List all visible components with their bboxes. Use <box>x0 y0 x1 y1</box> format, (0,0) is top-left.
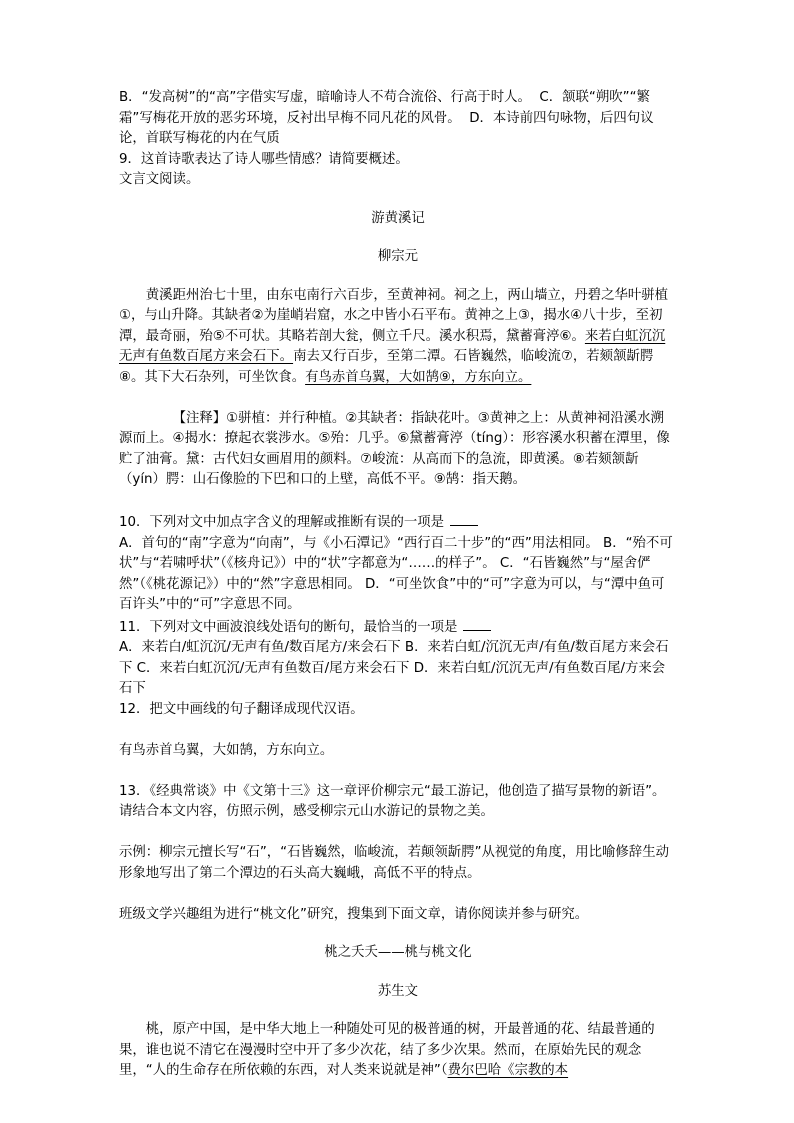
essay2-paragraph: 桃，原产中国，是中华大地上一种随处可见的极普通的树，开最普通的花、结最普通的果，谁也说不清它在漫漫时空中开了多少次花，结了多少次果。然而，在原始先民的观念里，“人的生命存在所依赖的东西，对人类来说就是神”（费尔巴哈《宗教的本 <box>119 1022 655 1078</box>
question-13-stem: 13．《经典常谈》中《文第十三》这一章评价柳宗元“最工游记，他创造了描写景物的新语”。请结合本文内容，仿照示例，感受柳宗元山水游记的景物之美。 <box>119 783 666 819</box>
question-12-stem: 12．把文中画线的句子翻译成现代汉语。 <box>119 701 364 717</box>
document-page <box>119 88 677 1082</box>
essay1-text-part1: 黄溪距州治七十里，由东屯南行六百步，至黄神祠。祠之上，两山墙立，丹碧之华叶骈植①，与山升降。其缺者②为崖峭岩窟，水之中皆小石平布。黄神之上③，揭水④八十步，至初潭，最奇丽，殆⑤不可状。其略若剖大瓮，侧立千尺。溪水积焉，黛蓄膏渟⑥。 <box>119 287 669 344</box>
citation-underlined: 费尔巴哈《宗教的本 <box>447 1063 569 1078</box>
essay2-title: 桃之夭夭——桃与桃文化 <box>324 945 472 960</box>
wavy-underlined-sentence: 来若白虹沉沉无声有鱼数百尾方来会石下。 <box>119 328 666 364</box>
section-heading-classical: 文言文阅读。 <box>119 172 200 187</box>
q8-option-d: D．本诗前四句咏物，后四句议论，首联写梅花的内在气质 <box>119 110 654 146</box>
essay1-text-part2: 南去又行百步，至第二潭。石皆巍然，临峻流⑦，若颏颔龂腭⑧。其下大石杂列，可坐饮食。 <box>119 349 654 385</box>
essay1-title: 游黄溪记 <box>371 210 425 226</box>
essay1-notes: 【注释】①骈植：并行种植。②其缺者：指缺花叶。③黄神之上：从黄神祠沿溪水溯源而上。④揭水：撩起衣裳涉水。⑤殆：几乎。⑥黛蓄膏渟（tíng）：形容溪水积蓄在潭里，像贮了油膏。黛：古代妇女画眉用的颜料。⑦峻流：从高而下的急流，即黄溪。⑧若颏颔龂（yín）腭：山石像脸的下巴和口的上壁，高低不平。⑨鹄：指天鹅。 <box>119 410 670 487</box>
question-11-options: A．来若白/虹沉沉/无声有鱼/数百尾方/来会石下 B．来若白虹/沉沉无声/有鱼/数百尾方来会石下 C．来若白虹沉沉/无声有鱼数百/尾方来会石下 D．来若白虹/沉沉无声/有鱼数百尾/方来会石下 <box>119 640 669 696</box>
essay1-paragraph <box>119 286 677 389</box>
q8-option-c: C．颔联“朔吹”“繁霜”写梅花开放的恶劣环境，反衬出早梅不同凡花的风骨。 <box>119 90 650 126</box>
question-11-stem: 11．下列对文中画波浪线处语句的断句，最恰当的一项是 <box>119 616 677 639</box>
answer-blank <box>463 616 491 631</box>
underlined-sentence: 有鸟赤首乌翼，大如鹄⑨，方东向立。 <box>305 369 532 385</box>
answer-blank <box>450 511 478 526</box>
q8-option-b: B．“发高树”的“高”字借实写虚，暗喻诗人不苟合流俗、行高于时人。 <box>119 90 531 105</box>
essay2-author: 苏生文 <box>377 983 419 999</box>
question-10-options: A．首句的“南”字意为“向南”，与《小石潭记》“西行百二十步”的“西”用法相同。 B．“殆不可状”与“若啸呼状”（《核舟记》）中的“状”字都意为“……的样子”。 C．“石皆巍然”与“屋舍俨然”（《桃花源记》）中的“然”字意思相同。 D．“可坐饮食”中的“可”字意为可以，与“潭中鱼可百许头”中的“可”字意思不同。 <box>119 535 673 612</box>
peach-culture-intro: 班级文学兴趣组为进行“桃文化”研究，搜集到下面文章，请你阅读并参与研究。 <box>119 906 589 922</box>
q8-options <box>119 88 677 150</box>
question-12-sentence: 有鸟赤首乌翼，大如鹄，方东向立。 <box>119 742 334 758</box>
question-10-stem: 10．下列对文中加点字含义的理解或推断有误的一项是 <box>119 511 677 534</box>
essay1-author: 柳宗元 <box>377 249 419 264</box>
question-13-example: 示例：柳宗元擅长写“石”，“石皆巍然，临峻流，若颠领龂腭”从视觉的角度，用比喻修辞生动形象地写出了第二个潭边的石头高大巍峨，高低不平的特点。 <box>119 845 669 881</box>
question-9: 9．这首诗歌表达了诗人哪些情感？请简要概述。 <box>119 151 409 167</box>
